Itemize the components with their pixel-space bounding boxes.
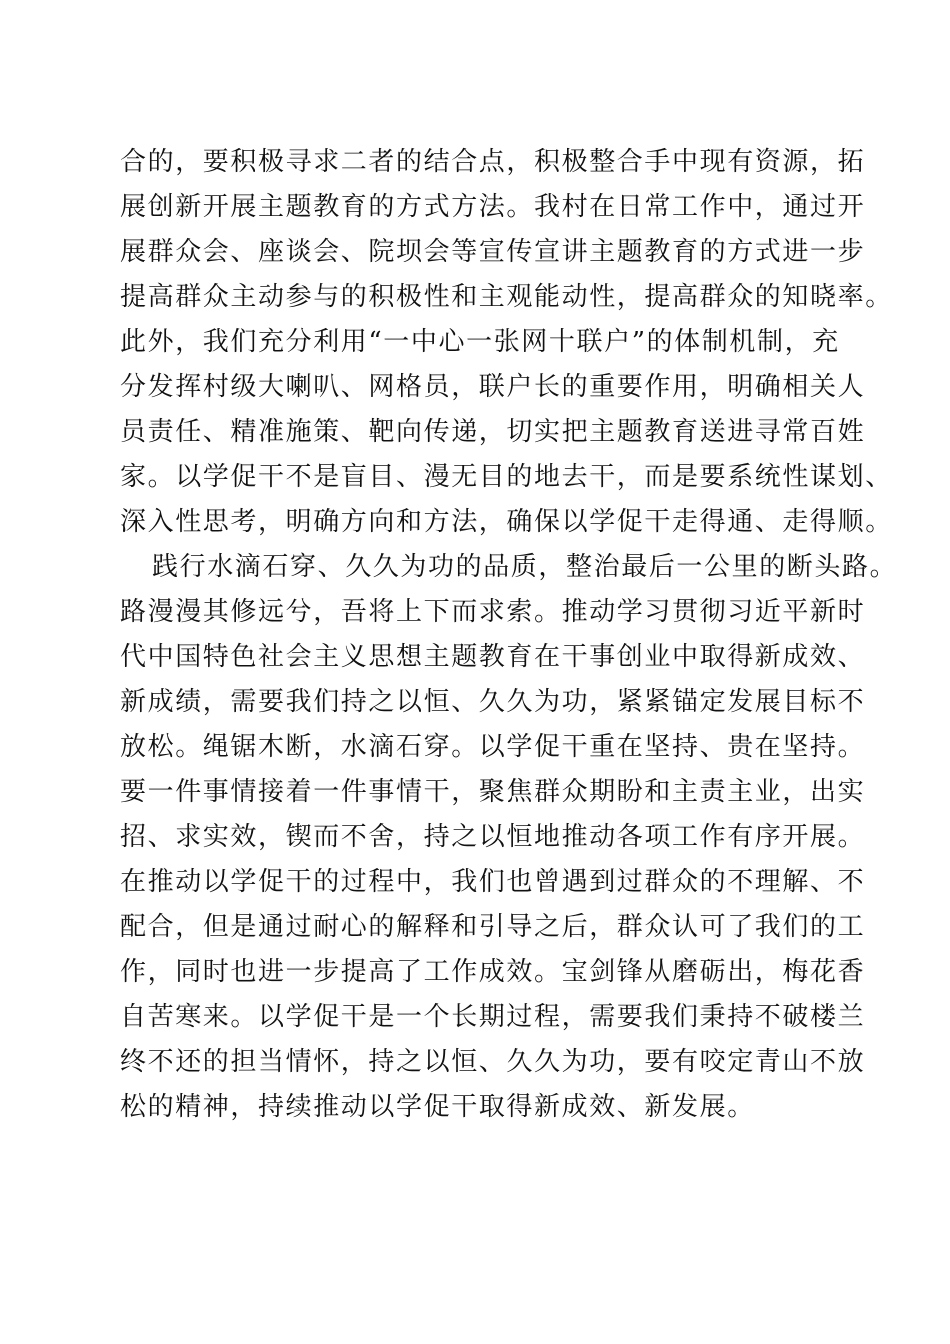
- text-line: 招、求实效，锲而不舍，持之以恒地推动各项工作有序开展。: [120, 822, 866, 852]
- text-line: 展创新开展主题教育的方式方法。我村在日常工作中，通过开: [120, 192, 866, 222]
- text-line: 在推动以学促干的过程中，我们也曾遇到过群众的不理解、不: [120, 867, 866, 897]
- text-line: 终不还的担当情怀，持之以恒、久久为功，要有咬定青山不放: [120, 1047, 866, 1077]
- text-line: 配合，但是通过耐心的解释和引导之后，群众认可了我们的工: [120, 912, 866, 942]
- text-line: 作，同时也进一步提高了工作成效。宝剑锋从磨砺出，梅花香: [120, 957, 866, 987]
- text-line: 松的精神，持续推动以学促干取得新成效、新发展。: [120, 1092, 755, 1122]
- text-line: 家。以学促干不是盲目、漫无目的地去干，而是要系统性谋划、: [120, 462, 893, 492]
- text-line: 合的，要积极寻求二者的结合点，积极整合手中现有资源，拓: [120, 147, 866, 177]
- text-line: 员责任、精准施策、靶向传递，切实把主题教育送进寻常百姓: [120, 417, 866, 447]
- text-line: 放松。绳锯木断，水滴石穿。以学促干重在坚持、贵在坚持。: [120, 732, 866, 762]
- text-line: 展群众会、座谈会、院坝会等宣传宣讲主题教育的方式进一步: [120, 237, 866, 267]
- body-text: [120, 140, 898, 1130]
- text-line: 此外，我们充分利用“一中心一张网十联户”的体制机制，充: [120, 327, 840, 357]
- text-line: 提高群众主动参与的积极性和主观能动性，提高群众的知晓率。: [120, 282, 893, 312]
- text-line: 自苦寒来。以学促干是一个长期过程，需要我们秉持不破楼兰: [120, 1002, 866, 1032]
- text-line: 分发挥村级大喇叭、网格员，联户长的重要作用，明确相关人: [120, 372, 866, 402]
- text-line: 深入性思考，明确方向和方法，确保以学促干走得通、走得顺。: [120, 507, 893, 537]
- text-line: 路漫漫其修远兮，吾将上下而求索。推动学习贯彻习近平新时: [120, 597, 866, 627]
- text-line: 代中国特色社会主义思想主题教育在干事创业中取得新成效、: [120, 642, 866, 672]
- text-line: 要一件事情接着一件事情干，聚焦群众期盼和主责主业，出实: [120, 777, 866, 807]
- paragraph-start-line: 践行水滴石穿、久久为功的品质，整治最后一公里的断头路。: [152, 552, 898, 582]
- text-line: 新成绩，需要我们持之以恒、久久为功，紧紧锚定发展目标不: [120, 687, 866, 717]
